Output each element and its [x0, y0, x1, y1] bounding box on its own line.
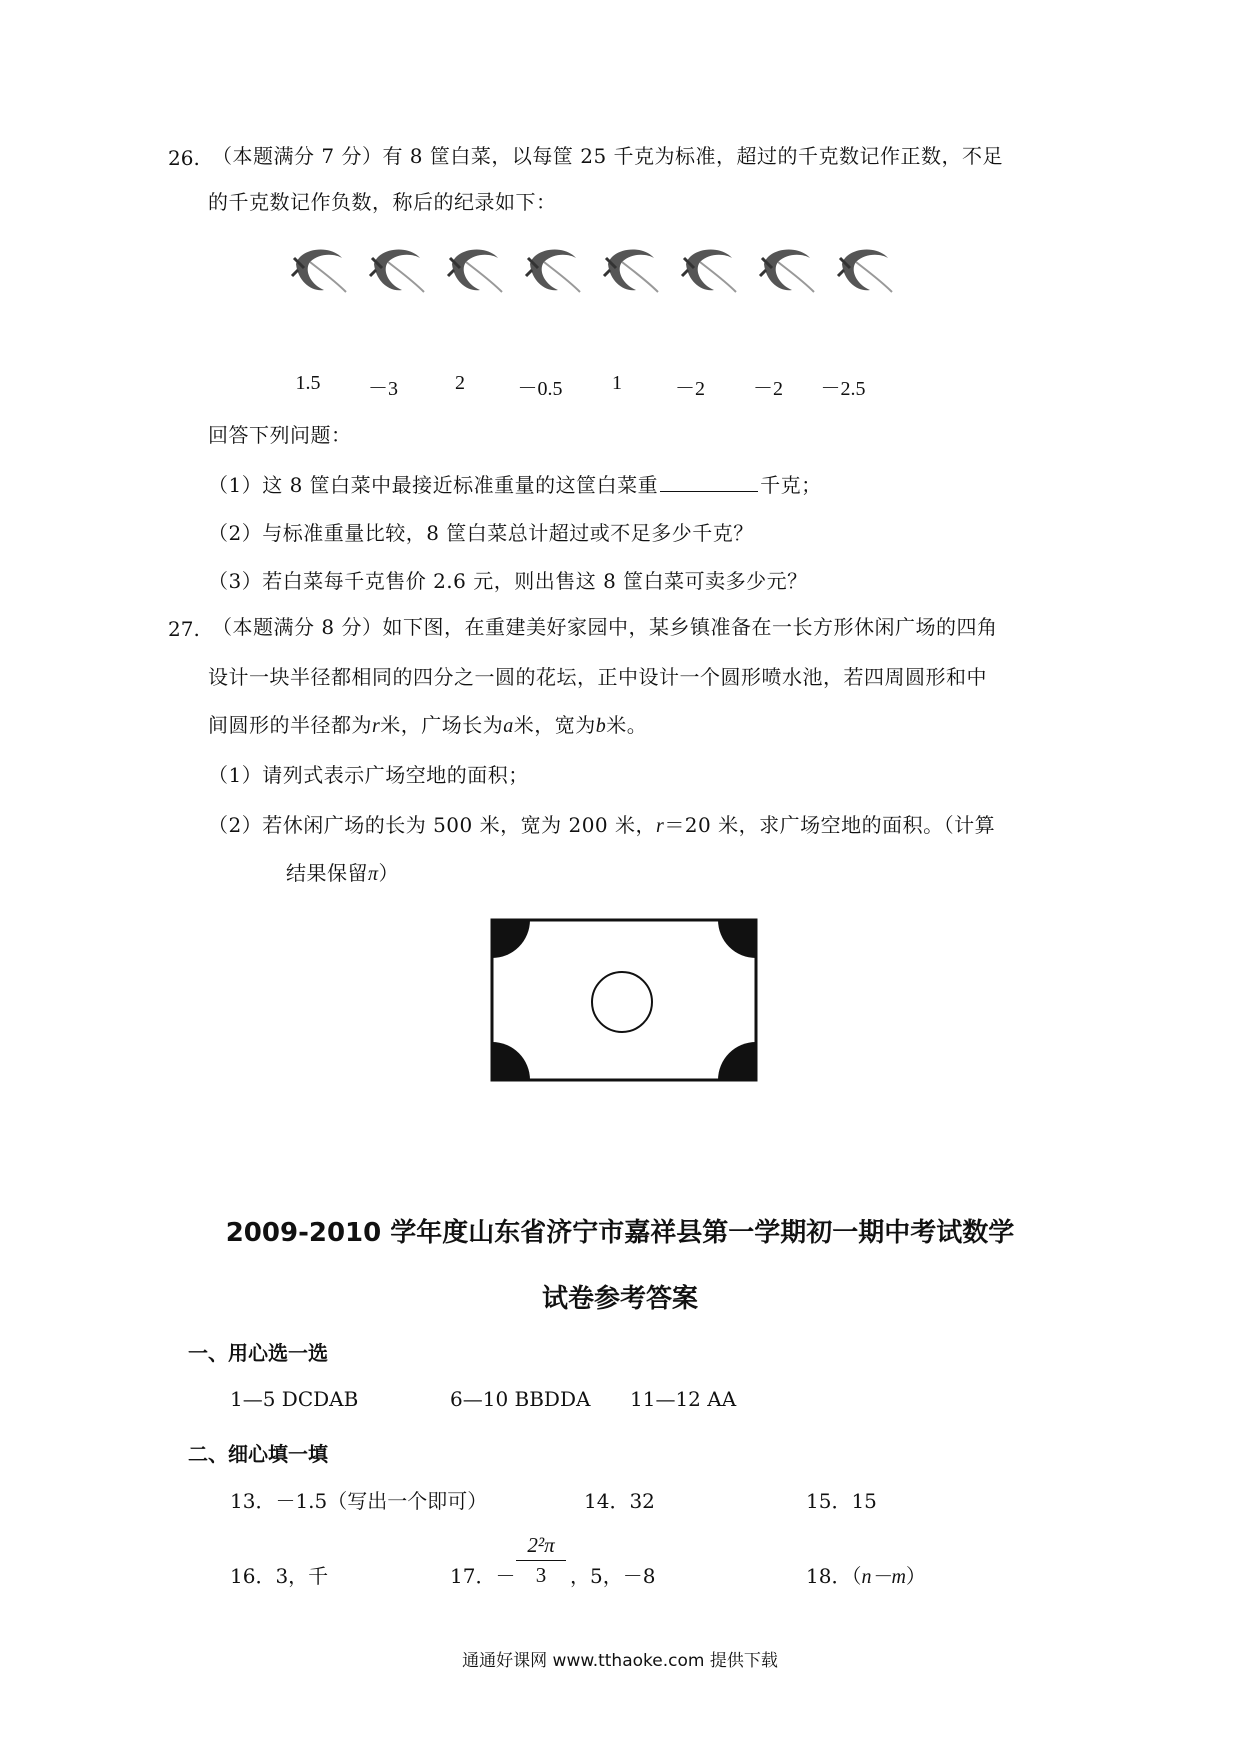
q27-line3-text: 米，广场长为: [380, 713, 504, 737]
q27-line3-text: 米。: [606, 713, 648, 737]
cabbage-icon: [290, 240, 352, 302]
q26-sub3: （3）若白菜每千克售价 2.6 元，则出售这 8 筐白菜可卖多少元？: [208, 569, 808, 593]
q27-number: 27.: [168, 617, 200, 641]
q26-number: 26.: [168, 146, 200, 170]
mc-answers-2: 6—10 BBDDA: [450, 1387, 591, 1411]
cabbage-icon: [446, 240, 508, 302]
cabbage-icon: [758, 240, 820, 302]
q27-line2: 设计一块半径都相同的四分之一圆的花坛，正中设计一个圆形喷水池，若四周圆形和中: [208, 665, 987, 689]
q27-line3: [208, 712, 647, 739]
q27-sub1: （1）请列式表示广场空地的面积；: [208, 763, 529, 787]
cabbage-value: －2: [675, 378, 705, 400]
q27-sub2-text: 结果保留: [286, 861, 368, 885]
var-b: b: [595, 715, 607, 737]
var-r: r: [656, 815, 665, 837]
plaza-diagram: [490, 918, 758, 1082]
cabbage-icon: [680, 240, 742, 302]
answer-18-close: ）: [905, 1564, 926, 1588]
q26-sub1-text: （1）这 8 筐白菜中最接近标准重量的这筐白菜重: [208, 473, 659, 497]
q26-sub2: （2）与标准重量比较，8 筐白菜总计超过或不足多少千克？: [208, 521, 754, 545]
answer-18-label: 18．（: [806, 1564, 862, 1588]
q27-sub2-text: ＝20 米，求广场空地的面积。（计算: [664, 813, 996, 837]
q27-sub2: [208, 812, 995, 839]
cabbage-icon: [524, 240, 586, 302]
q27-sub2-text: （2）若休闲广场的长为 500 米，宽为 200 米，: [208, 813, 657, 837]
page-footer: 通通好课网 www.tthaoke.com 提供下载: [462, 1651, 778, 1671]
cabbage-value: 1.5: [295, 372, 321, 394]
cabbage-value: 1: [612, 372, 622, 394]
q27-sub2-text: ）: [378, 861, 400, 885]
cabbage-value: －0.5: [517, 378, 563, 400]
answer-17-fraction: [516, 1533, 566, 1588]
answer-13: 13．－1.5（写出一个即可）: [230, 1489, 488, 1513]
cabbage-value: －2: [753, 378, 783, 400]
answer-blank: [660, 473, 758, 492]
cabbage-value: －3: [368, 378, 398, 400]
cabbage-value: －2.5: [820, 378, 866, 400]
fraction-denominator: 3: [535, 1563, 547, 1587]
answer-17-label: 17．－: [450, 1564, 516, 1588]
q27-line3-text: 间圆形的半径都为: [208, 713, 372, 737]
q27-sub2-line2: [286, 860, 399, 887]
cabbage-icon: [602, 240, 664, 302]
cabbage-icon: [836, 240, 898, 302]
answer-title-line2: 试卷参考答案: [541, 1284, 698, 1314]
var-r: r: [372, 715, 381, 737]
section-heading-2: 二、细心填一填: [188, 1442, 328, 1466]
fraction-numerator: 2²π: [516, 1533, 566, 1561]
cabbage-value: 2: [455, 372, 465, 394]
mc-answers-1: 1—5 DCDAB: [230, 1387, 359, 1411]
var-pi: π: [368, 863, 379, 885]
answer-17-rest: ，5，－8: [570, 1564, 656, 1588]
q26-sub1-unit: 千克；: [760, 473, 822, 497]
var-a: a: [503, 715, 514, 737]
answer-14: 14．32: [584, 1489, 655, 1513]
answer-15: 15．15: [806, 1489, 877, 1513]
q26-sub1: [208, 472, 822, 498]
mc-answers-3: 11—12 AA: [630, 1387, 737, 1411]
q27-line1: （本题满分 8 分）如下图，在重建美好家园中，某乡镇准备在一长方形休闲广场的四角: [212, 615, 998, 639]
cabbage-images: [290, 240, 970, 310]
answer-18-expr: n－m: [861, 1566, 906, 1588]
q26-line2: 的千克数记作负数，称后的纪录如下：: [208, 190, 557, 214]
answer-18: [806, 1560, 926, 1589]
q26-line1: （本题满分 7 分）有 8 筐白菜，以每筐 25 千克为标准，超过的千克数记作正数，不足: [212, 144, 1004, 168]
q26-prompt: 回答下列问题：: [208, 423, 352, 447]
cabbage-icon: [368, 240, 430, 302]
q27-line3-text: 米，宽为: [513, 713, 596, 737]
answer-title-line1: 2009-2010 学年度山东省济宁市嘉祥县第一学期初一期中考试数学: [225, 1218, 1015, 1248]
answer-16: 16．3，千: [230, 1564, 329, 1588]
section-heading-1: 一、用心选一选: [188, 1341, 328, 1365]
